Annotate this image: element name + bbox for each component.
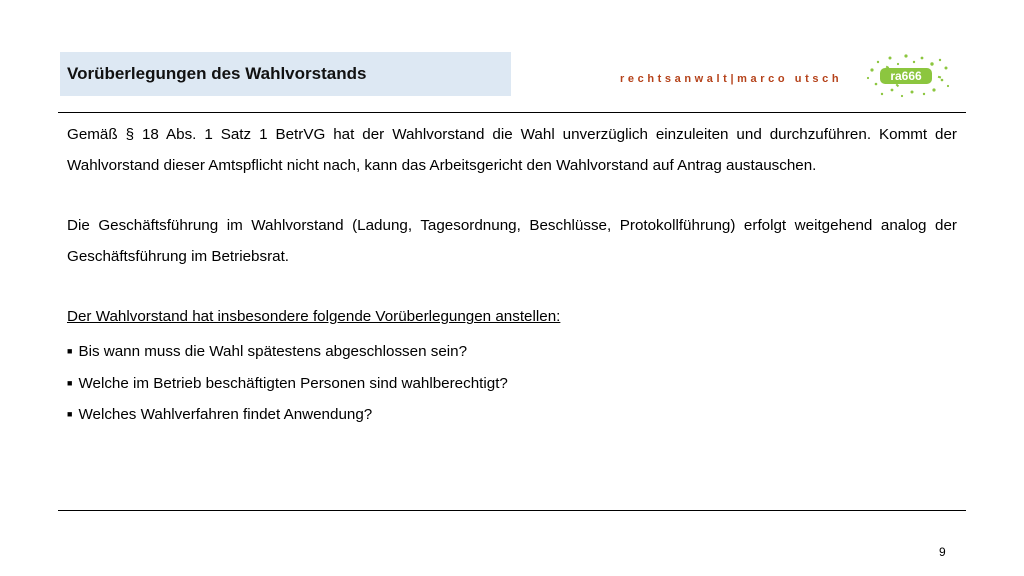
page-number: 9 [939,545,946,559]
logo-text: ra666 [890,69,922,83]
square-bullet-icon: ■ [67,377,73,388]
paragraph-management: Die Geschäftsführung im Wahlvorstand (Ladung, Tagesordnung, Beschlüsse, Protokollführung) erfolgt weitgehend analog der Geschäftsführung im Betriebsrat. [67,217,957,265]
list-item [67,400,957,432]
title-box [60,52,511,96]
bullet-text: Welche im Betrieb beschäftigten Personen sind wahlberechtigt? [78,374,508,392]
bullet-list [67,337,957,432]
list-item [67,369,957,401]
bullet-text: Welches Wahlverfahren findet Anwendung? [78,406,373,424]
square-bullet-icon: ■ [67,409,73,420]
slide-title: Vorüberlegungen des Wahlvorstands [67,64,367,83]
list-item [67,337,957,369]
bottom-divider [58,510,966,511]
square-bullet-icon: ■ [67,345,73,356]
top-divider [58,112,966,113]
bullet-text: Bis wann muss die Wahl spätestens abgeschlossen sein? [78,342,468,360]
lead-sentence: Der Wahlvorstand hat insbesondere folgende Vorüberlegungen anstellen: [67,308,561,326]
brand-logo [862,50,954,100]
paragraph-duty: Gemäß § 18 Abs. 1 Satz 1 BetrVG hat der Wahlvorstand die Wahl unverzüglich einzuleiten und durchzuführen. Kommt der Wahlvorstand dieser Amtspflicht nicht nach, kann das Arbeitsgericht den Wahlvorstand auf Antrag austauschen. [67,126,957,174]
slide-body [67,120,957,432]
brand-text: rechtsanwalt|marco utsch [620,73,843,85]
